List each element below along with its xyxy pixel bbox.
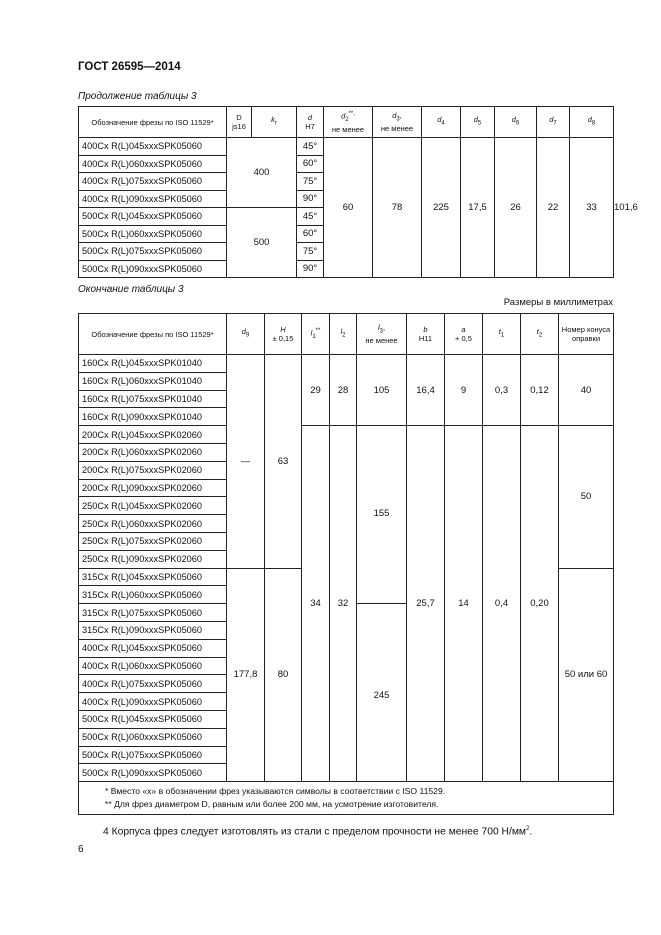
col-d4: $d_4$ — [422, 107, 461, 138]
paragraph-4: 4 Корпуса фрез следует изготовлять из стали с пределом прочности не менее 700 $Н/мм^2$. — [103, 826, 533, 838]
cell-t2: 0,12 — [521, 355, 559, 426]
cell-angle: 60° — [297, 225, 324, 243]
cell-l2: 28 — [330, 355, 357, 426]
cell-a: 14 — [445, 426, 483, 782]
col-l1: $l_1^{**}$ — [302, 314, 330, 355]
cell-d6: 22 — [537, 138, 570, 278]
units-note: Размеры в миллиметрах — [503, 297, 613, 308]
cell-d2: 78 — [373, 138, 422, 278]
table-row-designation: 400Cx R(L)060xxxSPK05060 — [79, 155, 227, 173]
col-a: a + 0,5 — [445, 314, 483, 355]
cell-l3 — [357, 426, 407, 782]
table-row-designation: 315Cx R(L)060xxxSPK05060 — [79, 586, 227, 604]
col-d7: $d_7$ — [537, 107, 570, 138]
cell-taper: 40 — [559, 355, 614, 426]
cell-angle: 75° — [297, 173, 324, 191]
col-designation: Обозначение фрезы по ISO 11529* — [79, 107, 227, 138]
cell-angle: 90° — [297, 190, 324, 208]
cell-D: 500 — [227, 208, 297, 278]
table-continuation: Обозначение фрезы по ISO 11529* D js16 $k_r$ d H7 $d_2^{**,}$ не менее $d_3$, не менее $d_4$ $d_5$ $d_6$ $d_7$ $d_8$ 400Cx R(L)045xxxSPK05060 400 45° 60 78 225 17,5 26 22 33 101,6 400Cx R(L)060xxxSPK05060 60° 400Cx R(L)075xxxSPK05060 75° 400Cx R(L)090xxxSPK05060 90° 500Cx R(L)045xxxSPK05060 500 45° 500Cx R(L)060xxxSPK05060 60° 500Cx R(L)075xxxSPK05060 75° 500Cx R(L)090xxxSPK05060 90° — [78, 106, 614, 278]
cell-d9: 177,8 — [227, 568, 265, 782]
cell-b: 25,7 — [407, 426, 445, 782]
table-row-designation: 200Cx R(L)060xxxSPK02060 — [79, 443, 227, 461]
table-row-designation: 160Cx R(L)045xxxSPK01040 — [79, 355, 227, 373]
col-d: d H7 — [297, 107, 324, 138]
l3-value-b: 245 — [373, 690, 390, 702]
cell-angle: 75° — [297, 243, 324, 261]
table-row-designation: 400Cx R(L)075xxxSPK05060 — [79, 173, 227, 191]
table-row-designation: 500Cx R(L)060xxxSPK05060 — [79, 225, 227, 243]
footnote-1: * Вместо «x» в обозначении фрез указываются символы в соответствии с ISO 11529. — [105, 786, 446, 797]
table-row-designation: 400Cx R(L)090xxxSPK05060 — [79, 190, 227, 208]
cell-taper: 50 — [559, 426, 614, 568]
col-d9: $d_9$ — [227, 314, 265, 355]
col-kr: $k_r$ — [252, 107, 297, 138]
cell-d4: 17,5 — [461, 138, 495, 278]
cell-d3: 225 — [422, 138, 461, 278]
cell-angle: 45° — [297, 208, 324, 226]
table-row-designation: 250Cx R(L)090xxxSPK02060 — [79, 550, 227, 568]
col-l3: $l_3$, не менее — [357, 314, 407, 355]
cell-t2: 0,20 — [521, 426, 559, 782]
cell-a: 9 — [445, 355, 483, 426]
col-d5: $d_5$ — [461, 107, 495, 138]
cell-b: 16,4 — [407, 355, 445, 426]
col-taper: Номер конуса оправки — [559, 314, 614, 355]
table-row-designation: 315Cx R(L)045xxxSPK05060 — [79, 568, 227, 586]
cell-d9: — — [227, 355, 265, 569]
table-row-designation: 315Cx R(L)075xxxSPK05060 — [79, 604, 227, 622]
table-row-designation: 400Cx R(L)045xxxSPK05060 — [79, 138, 227, 156]
table-row-designation: 400Cx R(L)045xxxSPK05060 — [79, 639, 227, 657]
table-row-designation: 500Cx R(L)090xxxSPK05060 — [79, 260, 227, 278]
col-d3: $d_3$, не менее — [373, 107, 422, 138]
cell-d5: 26 — [495, 138, 537, 278]
table-row-designation: 500Cx R(L)090xxxSPK05060 — [79, 764, 227, 782]
l3-value-a: 155 — [373, 508, 390, 520]
table-row-designation: 400Cx R(L)075xxxSPK05060 — [79, 675, 227, 693]
table-row-designation: 250Cx R(L)075xxxSPK02060 — [79, 532, 227, 550]
cell-d7: 33 — [570, 138, 614, 278]
page-number: 6 — [78, 844, 84, 855]
table-row-designation: 500Cx R(L)045xxxSPK05060 — [79, 208, 227, 226]
cell-H: 80 — [265, 568, 302, 782]
cell-l1: 34 — [302, 426, 330, 782]
cell-angle: 90° — [297, 260, 324, 278]
col-designation: Обозначение фрезы по ISO 11529* — [79, 314, 227, 355]
document-title: ГОСТ 26595—2014 — [78, 61, 181, 73]
table-row-designation: 160Cx R(L)060xxxSPK01040 — [79, 372, 227, 390]
l3-divider — [357, 603, 406, 604]
table2-caption: Окончание таблицы 3 — [78, 284, 184, 295]
col-D: D js16 — [227, 107, 252, 138]
table-row-designation: 160Cx R(L)075xxxSPK01040 — [79, 390, 227, 408]
col-d6: $d_6$ — [495, 107, 537, 138]
table-row-designation: 200Cx R(L)075xxxSPK02060 — [79, 461, 227, 479]
col-H: H ± 0,15 — [265, 314, 302, 355]
table-row-designation: 400Cx R(L)090xxxSPK05060 — [79, 693, 227, 711]
cell-t1: 0,4 — [483, 426, 521, 782]
table-row-designation: 315Cx R(L)090xxxSPK05060 — [79, 621, 227, 639]
cell-d: 60 — [324, 138, 373, 278]
col-b: b H11 — [407, 314, 445, 355]
table-row-designation: 200Cx R(L)090xxxSPK02060 — [79, 479, 227, 497]
col-d8: $d_8$ — [570, 107, 614, 138]
table-row-designation: 160Cx R(L)090xxxSPK01040 — [79, 408, 227, 426]
table-row-designation: 250Cx R(L)060xxxSPK02060 — [79, 515, 227, 533]
cell-D: 400 — [227, 138, 297, 208]
table-footnotes — [79, 782, 614, 815]
col-t1: $t_1$ — [483, 314, 521, 355]
cell-taper: 50 или 60 — [559, 568, 614, 782]
table-row-designation: 500Cx R(L)060xxxSPK05060 — [79, 728, 227, 746]
cell-H: 63 — [265, 355, 302, 569]
cell-angle: 45° — [297, 138, 324, 156]
table-row-designation: 250Cx R(L)045xxxSPK02060 — [79, 497, 227, 515]
cell-angle: 60° — [297, 155, 324, 173]
cell-t1: 0,3 — [483, 355, 521, 426]
col-d2: $d_2^{**,}$ не менее — [324, 107, 373, 138]
footnote-2: ** Для фрез диаметром D, равным или более 200 мм, на усмотрение изготовителя. — [105, 799, 439, 810]
table-row-designation: 500Cx R(L)075xxxSPK05060 — [79, 746, 227, 764]
cell-l2: 32 — [330, 426, 357, 782]
table-row-designation: 400Cx R(L)060xxxSPK05060 — [79, 657, 227, 675]
col-l2: $l_2$ — [330, 314, 357, 355]
cell-l3: 105 — [357, 355, 407, 426]
col-t2: $t_2$ — [521, 314, 559, 355]
table-end — [78, 313, 614, 815]
table1-caption: Продолжение таблицы 3 — [78, 91, 197, 102]
table-row-designation: 500Cx R(L)075xxxSPK05060 — [79, 243, 227, 261]
cell-l1: 29 — [302, 355, 330, 426]
table-row-designation: 500Cx R(L)045xxxSPK05060 — [79, 710, 227, 728]
table-row-designation: 200Cx R(L)045xxxSPK02060 — [79, 426, 227, 444]
